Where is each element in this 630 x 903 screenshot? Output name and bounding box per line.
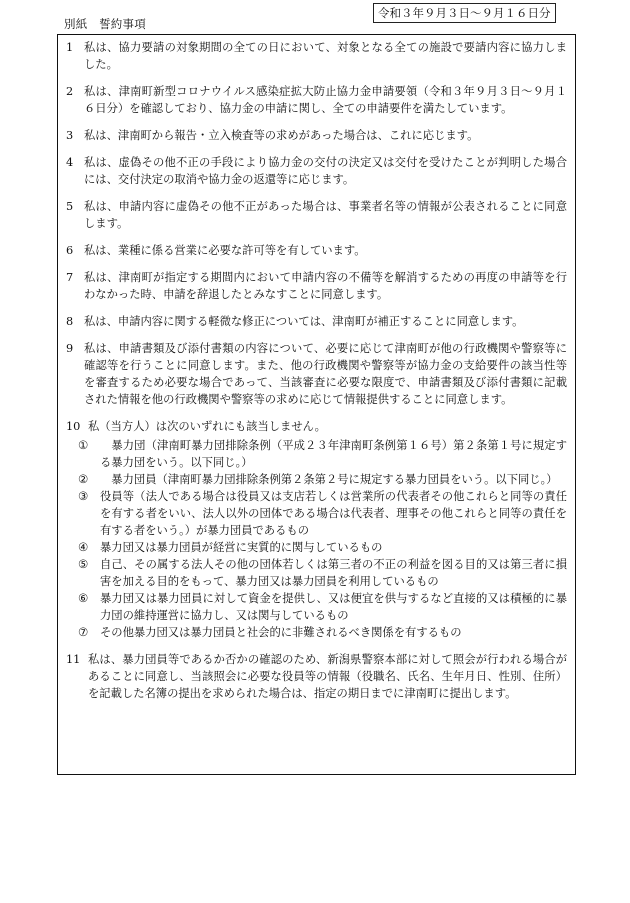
pledge-item-4 — [66, 154, 567, 188]
item-text: 私は、申請内容に関する軽微な修正については、津南町が補正することに同意します。 — [84, 315, 524, 328]
sub-item-1 — [78, 437, 567, 471]
document-label: 別紙 誓約事項 — [64, 17, 146, 31]
sub-text: 暴力団又は暴力団員が経営に実質的に関与しているもの — [100, 541, 383, 554]
pledge-item-6 — [66, 242, 567, 259]
item-text: 私は、津南町新型コロナウイルス感染症拡大防止協力金申請要領（令和３年９月３日〜９月１６日分）を確認しており、協力金の申請に関し、全ての申請要件を満たしています。 — [84, 85, 567, 115]
item-text: 私は、虚偽その他不正の手段により協力金の交付の決定又は交付を受けたことが判明した場合には、交付決定の取消や協力金の返還等に応じます。 — [84, 156, 567, 186]
sub-number: ④ — [78, 541, 89, 554]
pledge-item-10 — [66, 418, 567, 641]
sub-number: ⑦ — [78, 626, 89, 639]
pledge-item-3 — [66, 127, 567, 144]
pledge-item-9 — [66, 340, 567, 408]
item-number: 8 — [66, 315, 74, 328]
sub-number: ① — [78, 439, 89, 452]
item-text: 私は、暴力団員等であるか否かの確認のため、新潟県警察本部に対して照会が行われる場合があることに同意し、当該照会に必要な役員等の情報（役職名、氏名、生年月日、性別、住所）を記載した名簿の提出を求められた場合は、指定の期日までに津南町に提出します。 — [88, 653, 567, 700]
pledge-item-7 — [66, 269, 567, 303]
sub-text: 暴力団員（津南町暴力団排除条例第２条第２号に規定する暴力団員をいう。以下同じ。） — [100, 473, 558, 486]
pledge-item-1 — [66, 39, 567, 73]
sub-number: ③ — [78, 490, 89, 503]
item-number: 9 — [66, 342, 74, 355]
item-number: 1 — [66, 41, 74, 54]
sub-text: 自己、その属する法人その他の団体若しくは第三者の不正の利益を図る目的又は第三者に損害を加える目的をもって、暴力団又は暴力団員を利用しているもの — [100, 558, 567, 588]
item-number: 5 — [66, 200, 74, 213]
sub-number: ② — [78, 473, 89, 486]
period-box: 令和３年９月３日〜９月１６日分 — [373, 3, 556, 23]
item-number: 11 — [66, 653, 81, 666]
pledge-frame — [57, 34, 576, 775]
item-number: 6 — [66, 244, 74, 257]
item-text: 私は、津南町から報告・立入検査等の求めがあった場合は、これに応じます。 — [84, 129, 479, 142]
item-text: 私は、協力要請の対象期間の全ての日において、対象となる全ての施設で要請内容に協力しました。 — [84, 41, 567, 71]
item-number: 3 — [66, 129, 74, 142]
pledge-item-8 — [66, 313, 567, 330]
sub-text: 暴力団（津南町暴力団排除条例（平成２３年津南町条例第１６号）第２条第１号に規定する暴力団をいう。以下同じ。） — [100, 439, 567, 469]
sub-number: ⑥ — [78, 592, 89, 605]
sub-number: ⑤ — [78, 558, 89, 571]
pledge-item-5 — [66, 198, 567, 232]
item-number: 7 — [66, 271, 74, 284]
item-text: 私は、津南町が指定する期間内において申請内容の不備等を解消するための再度の申請等を行わなかった時、申請を辞退したとみなすことに同意します。 — [84, 271, 567, 301]
sub-item-2 — [78, 471, 567, 488]
item-number: 10 — [66, 420, 81, 433]
item-text: 私は、申請書類及び添付書類の内容について、必要に応じて津南町が他の行政機関や警察等に確認等を行うことに同意します。また、他の行政機関や警察等が協力金の支給要件の該当性等を審査するため必要な場合であって、当該審査に必要な限度で、申請書類及び添付書類に記載された情報を他の行政機関や警察等の求めに応じて情報提供することに同意します。 — [84, 342, 567, 406]
item-text: 私は、申請内容に虚偽その他不正があった場合は、事業者名等の情報が公表されることに同意します。 — [84, 200, 567, 230]
item-text: 私は、業種に係る営業に必要な許可等を有しています。 — [84, 244, 366, 257]
item-number: 2 — [66, 85, 74, 98]
sub-item-4 — [78, 539, 567, 556]
sub-item-5 — [78, 556, 567, 590]
sub-text: その他暴力団又は暴力団員と社会的に非難されるべき関係を有するもの — [100, 626, 462, 639]
sub-item-6 — [78, 590, 567, 624]
sub-text: 暴力団又は暴力団員に対して資金を提供し、又は便宜を供与するなど直接的又は積極的に暴力団の維持運営に協力し、又は関与しているもの — [100, 592, 567, 622]
item-text: 私（当方人）は次のいずれにも該当しません。 — [88, 420, 326, 433]
pledge-item-2 — [66, 83, 567, 117]
sub-item-3 — [78, 488, 567, 539]
item-number: 4 — [66, 156, 74, 169]
pledge-item-11 — [66, 651, 567, 702]
sub-item-7 — [78, 624, 567, 641]
sub-text: 役員等（法人である場合は役員又は支店若しくは営業所の代表者その他これらと同等の責任を有する者をいい、法人以外の団体である場合は代表者、理事その他これらと同等の責任を有する者をいう。）が暴力団員であるもの — [100, 490, 567, 537]
